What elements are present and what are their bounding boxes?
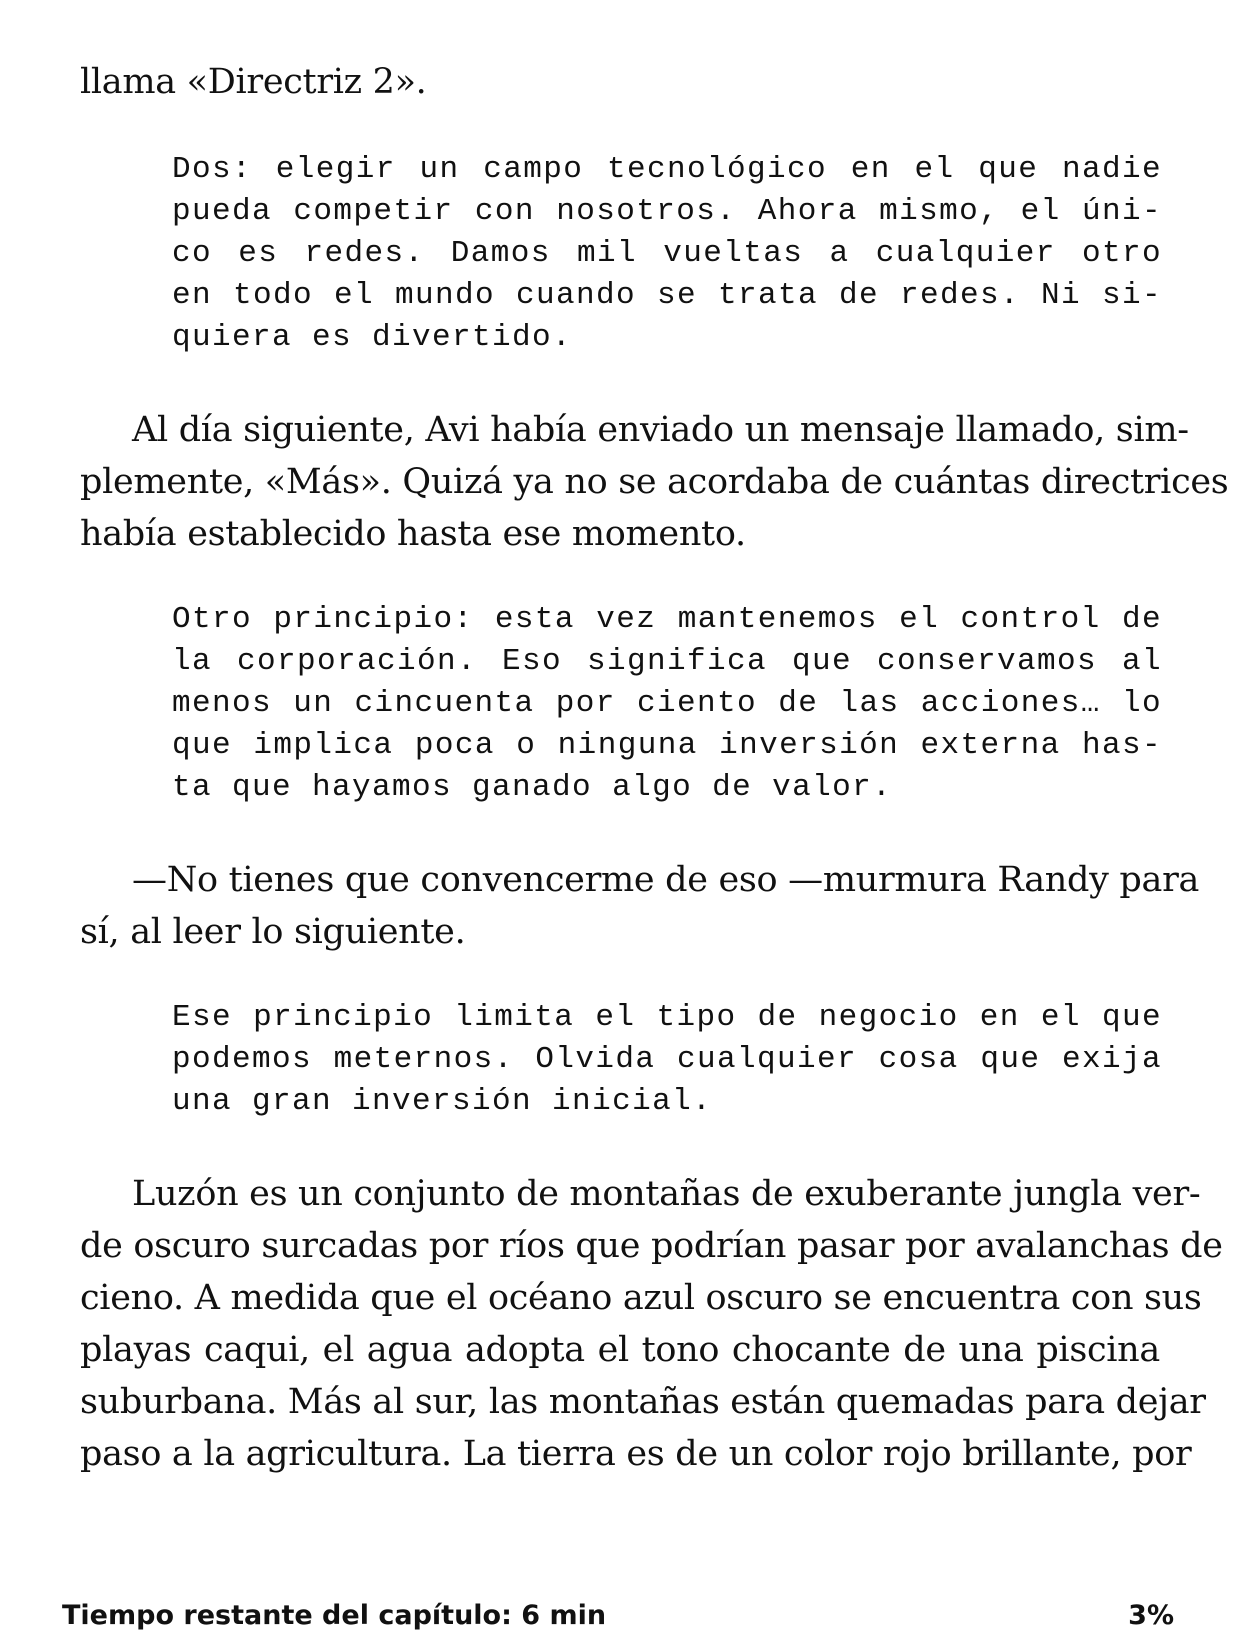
text-line: paso a la agricultura. La tierra es de un color rojo brillante, por xyxy=(80,1434,1192,1474)
quote-line: co es redes. Damos mil vueltas a cualquier otro xyxy=(172,236,1162,271)
quote-line: podemos meternos. Olvida cualquier cosa que exija xyxy=(172,1042,1162,1077)
quote-line: ta que hayamos ganado algo de valor. xyxy=(172,770,893,805)
quote-line: Ese principio limita el tipo de negocio en el que xyxy=(172,1000,1162,1035)
text-line: sí, al leer lo siguiente. xyxy=(80,912,466,952)
text-line: de oscuro surcadas por ríos que podrían pasar por avalanchas de xyxy=(80,1226,1223,1266)
text-line: cieno. A medida que el océano azul oscuro se encuentra con sus xyxy=(80,1278,1202,1318)
quote-line: que implica poca o ninguna inversión externa has- xyxy=(172,728,1162,763)
quote-line: pueda competir con nosotros. Ahora mismo, el úni- xyxy=(172,194,1162,229)
quote-line: quiera es divertido. xyxy=(172,320,573,355)
chapter-time-remaining: Tiempo restante del capítulo: 6 min xyxy=(62,1600,607,1631)
quote-line: menos un cincuenta por ciento de las acciones… lo xyxy=(172,686,1162,721)
text-line: Al día siguiente, Avi había enviado un mensaje llamado, sim- xyxy=(132,410,1189,450)
quote-line: Otro principio: esta vez mantenemos el control de xyxy=(172,602,1162,637)
quote-line: una gran inversión inicial. xyxy=(172,1084,713,1119)
text-line: había establecido hasta ese momento. xyxy=(80,514,746,554)
text-line: playas caqui, el agua adopta el tono chocante de una piscina xyxy=(80,1330,1160,1370)
quote-line: Dos: elegir un campo tecnológico en el que nadie xyxy=(172,152,1162,187)
reading-progress-percent: 3% xyxy=(1128,1600,1174,1631)
quote-line: en todo el mundo cuando se trata de redes. Ni si- xyxy=(172,278,1162,313)
text-line: plemente, «Más». Quizá ya no se acordaba de cuántas directrices xyxy=(80,462,1229,502)
text-line: llama «Directriz 2». xyxy=(80,62,427,102)
text-line: —No tienes que convencerme de eso —murmura Randy para xyxy=(132,860,1200,900)
quote-line: la corporación. Eso significa que conservamos al xyxy=(172,644,1162,679)
text-line: Luzón es un conjunto de montañas de exuberante jungla ver- xyxy=(132,1174,1201,1214)
text-line: suburbana. Más al sur, las montañas están quemadas para dejar xyxy=(80,1382,1206,1422)
